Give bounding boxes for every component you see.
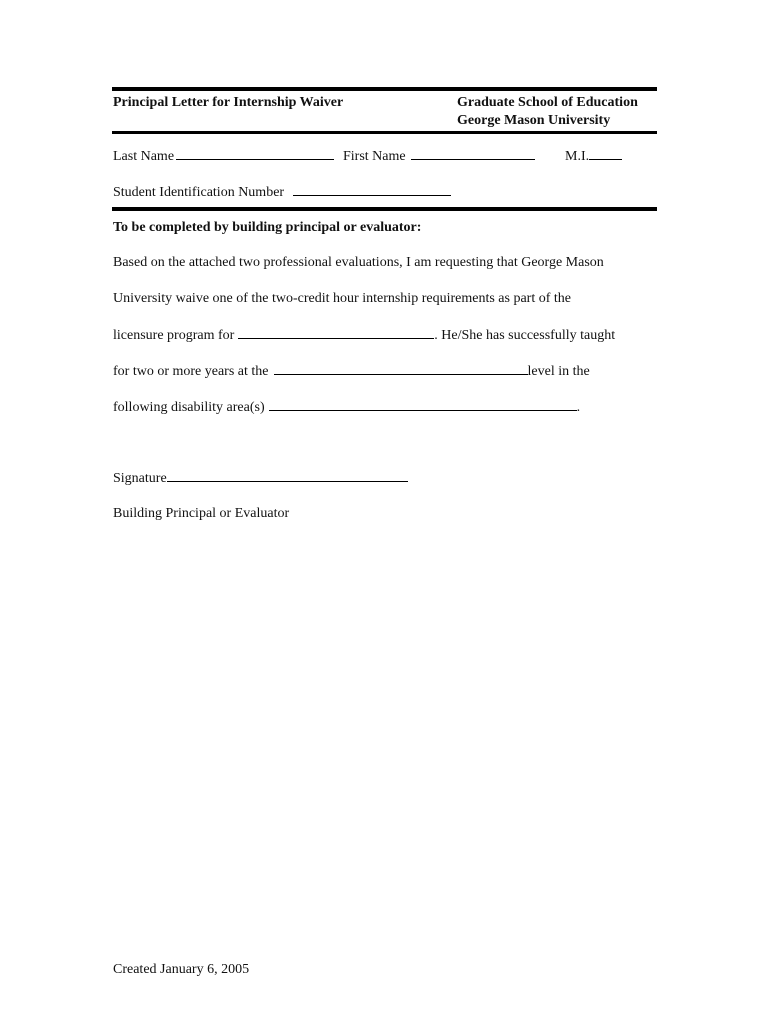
student-id-label: Student Identification Number xyxy=(113,185,285,200)
signature-field[interactable] xyxy=(167,469,408,482)
student-id-row xyxy=(113,183,451,202)
level-label: for two or more years at the xyxy=(113,364,269,379)
body-line-5 xyxy=(113,398,580,417)
header-bottom-rule xyxy=(112,131,657,134)
disability-period: . xyxy=(576,400,581,415)
disability-area-label: following disability area(s) xyxy=(113,400,265,415)
licensure-program-label: licensure program for xyxy=(113,328,235,343)
section-rule xyxy=(112,207,657,211)
disability-area-field[interactable] xyxy=(269,398,577,411)
first-name-group xyxy=(343,147,535,166)
body-line-1: Based on the attached two professional evaluations, I am requesting that George Mason xyxy=(113,255,604,270)
taught-text: . He/She has successfully taught xyxy=(434,328,616,343)
mi-field[interactable] xyxy=(589,147,622,160)
name-row xyxy=(113,147,334,166)
header-top-rule xyxy=(112,87,657,91)
form-title: Principal Letter for Internship Waiver xyxy=(113,95,344,110)
university-name: George Mason University xyxy=(457,113,611,128)
student-id-field[interactable] xyxy=(293,183,451,196)
body-line-2: University waive one of the two-credit hour internship requirements as part of the xyxy=(113,291,571,306)
school-name: Graduate School of Education xyxy=(457,95,638,110)
last-name-label: Last Name xyxy=(113,149,175,164)
signature-role: Building Principal or Evaluator xyxy=(113,506,290,521)
last-name-field[interactable] xyxy=(176,147,334,160)
first-name-label: First Name xyxy=(343,149,406,164)
mi-label: M.I. xyxy=(565,149,590,164)
created-date: Created January 6, 2005 xyxy=(113,962,250,977)
mi-group xyxy=(565,147,622,166)
level-suffix: level in the xyxy=(527,364,590,379)
section-heading: To be completed by building principal or evaluator: xyxy=(113,220,422,235)
body-line-4 xyxy=(113,362,590,381)
level-field[interactable] xyxy=(274,362,528,375)
body-line-3 xyxy=(113,326,615,345)
first-name-field[interactable] xyxy=(411,147,535,160)
signature-row xyxy=(113,469,408,488)
signature-label: Signature xyxy=(113,471,167,486)
licensure-program-field[interactable] xyxy=(238,326,434,339)
